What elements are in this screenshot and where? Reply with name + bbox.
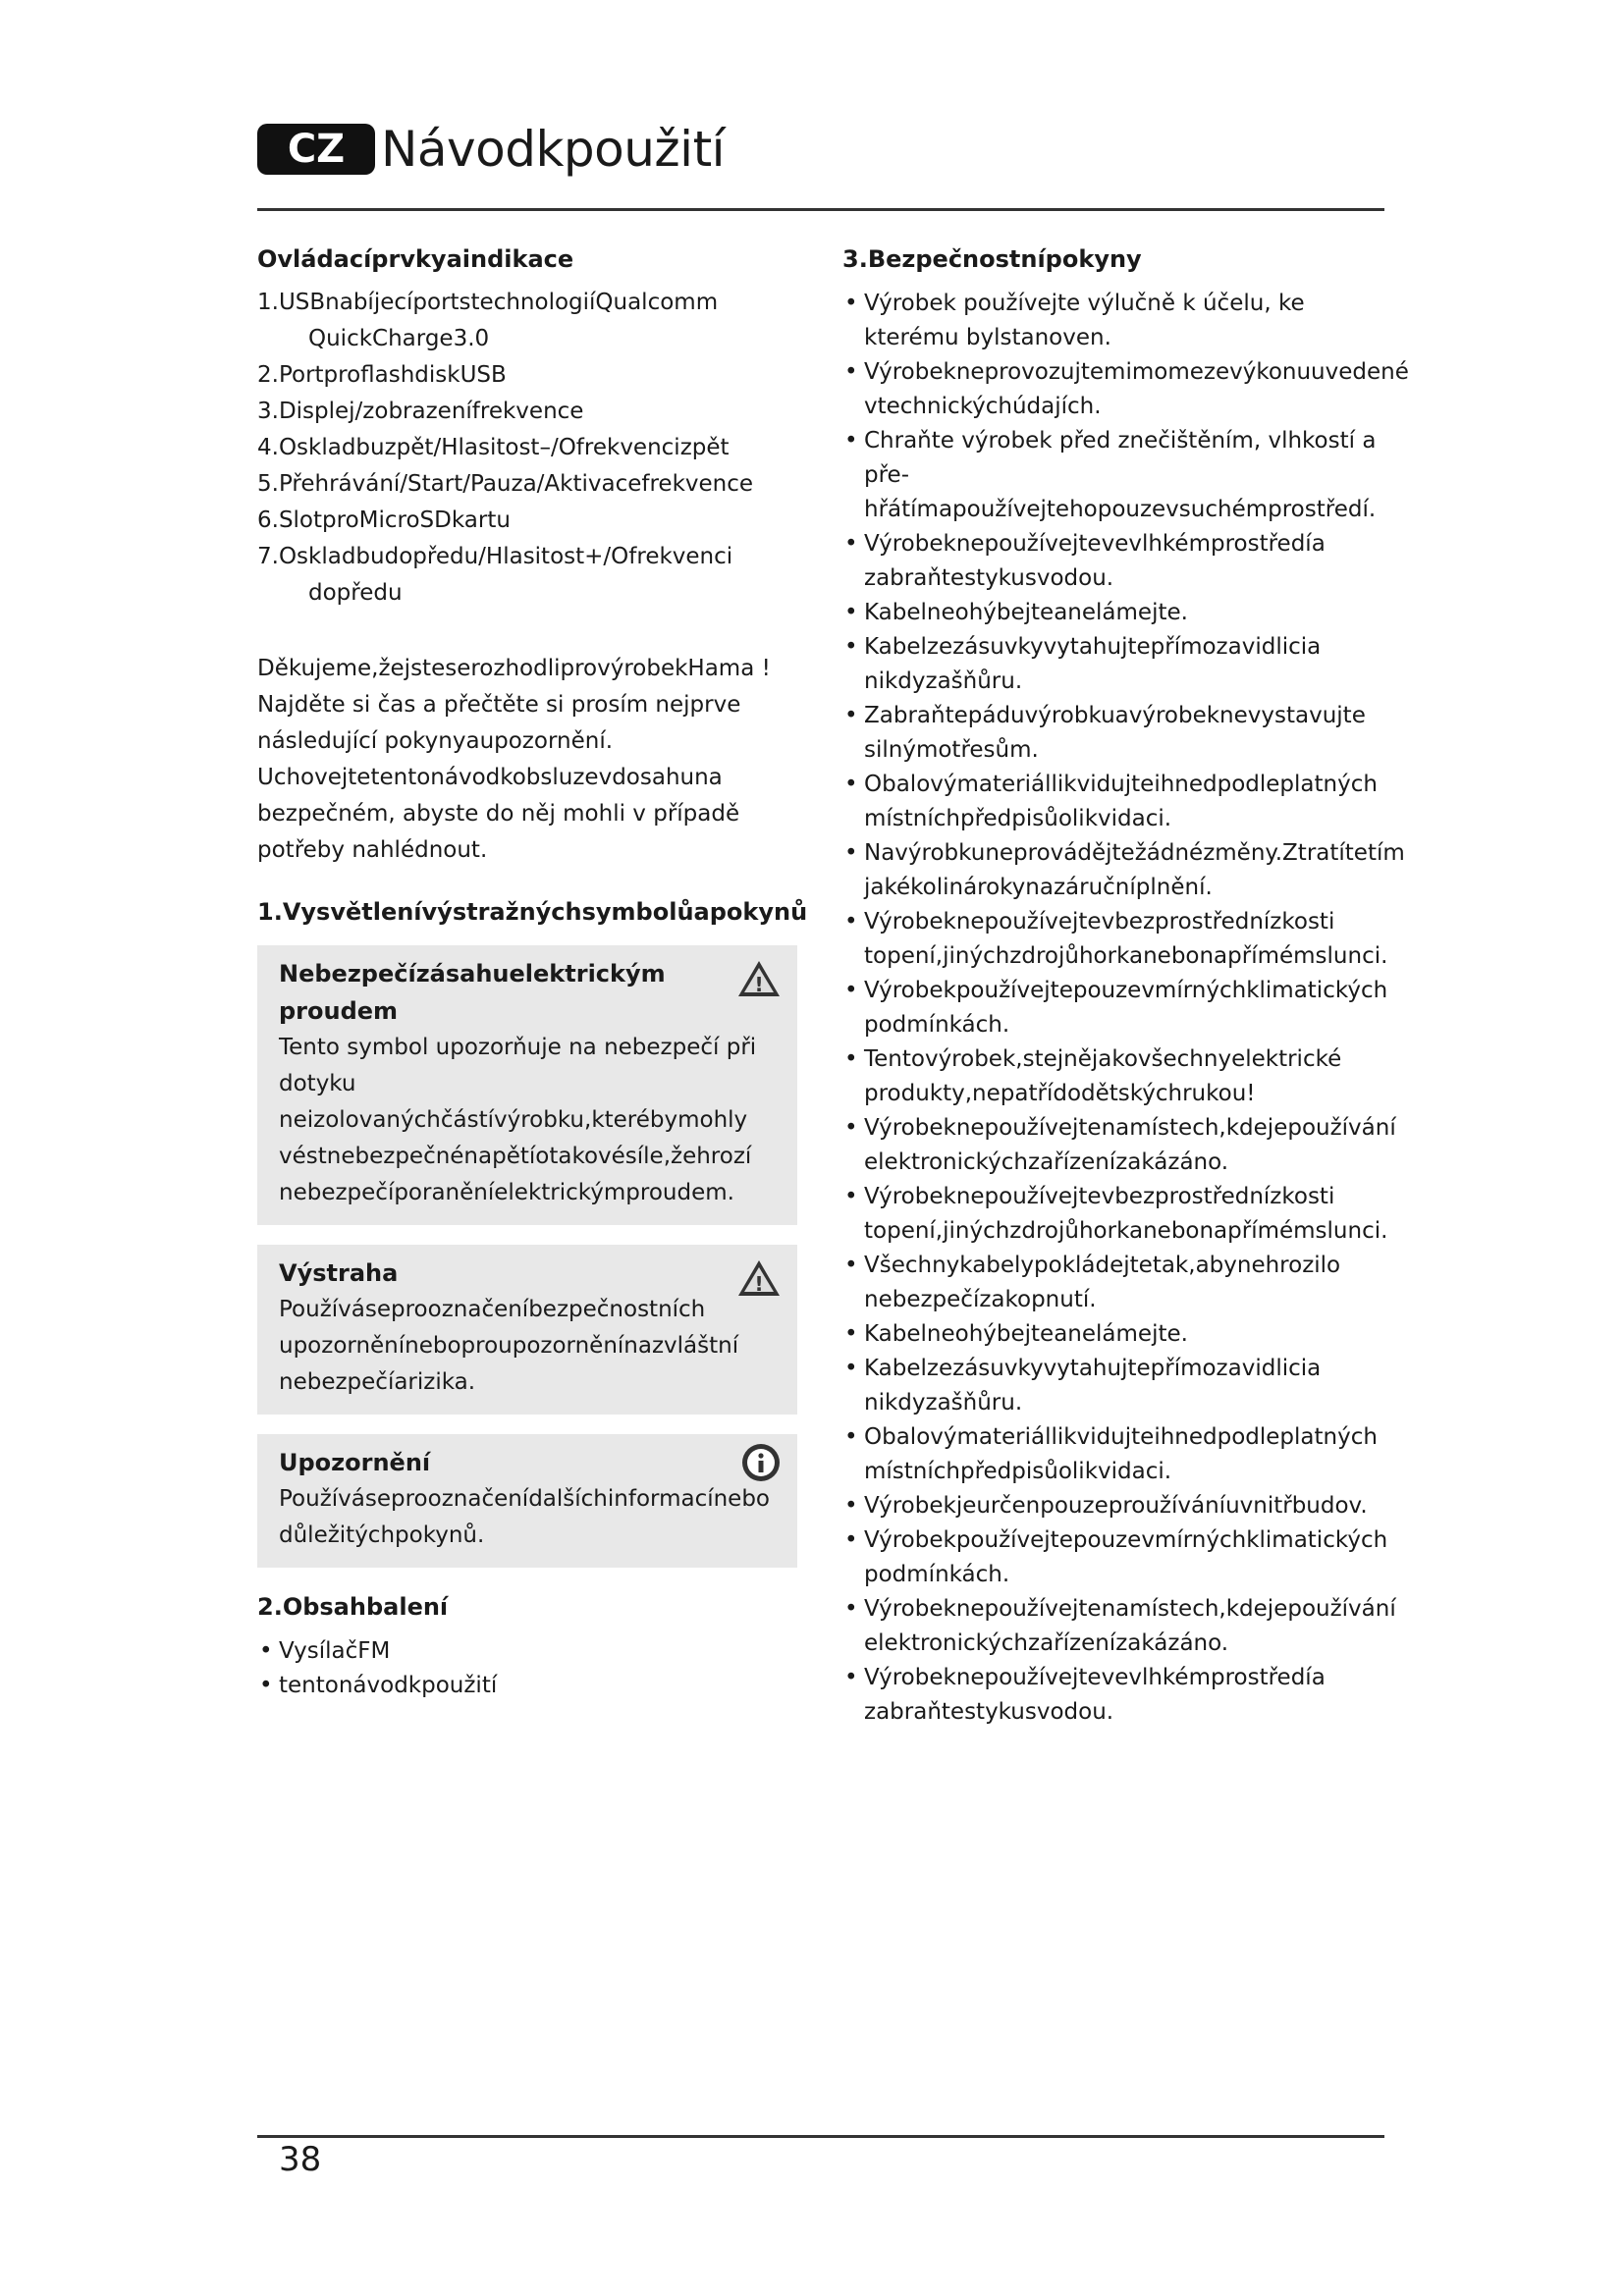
list-item: • Výrobeknepoužívejtevbezprostřednízkosti topení,jinýchzdrojůhorkanebonapřímémslunci. xyxy=(844,1184,1388,1244)
controls-heading: Ovládacíprvkyaindikace xyxy=(257,245,574,273)
list-item: • Výrobekjeurčenpouzeproužíváníuvnitřbudov. xyxy=(844,1493,1368,1519)
note-box-title: Upozornění xyxy=(279,1449,431,1476)
page-header xyxy=(257,122,725,177)
page-number: 38 xyxy=(279,2140,322,2179)
left-column xyxy=(257,245,808,1703)
section2-heading: 2.Obsahbalení xyxy=(257,1593,449,1621)
list-item: • Kabelneohýbejteanelámejte. xyxy=(844,1321,1188,1347)
list-item: • Výrobeknepoužívejtevevlhkémprostředía zabraňtestykusvodou. xyxy=(844,1665,1326,1725)
list-item: • Všechnykabelypokládejtetak,abynehrozilo nebezpečízakopnutí. xyxy=(844,1253,1341,1312)
svg-text:!: ! xyxy=(754,973,764,996)
list-item: • Výrobekpoužívejtepouzevmírnýchklimatických podmínkách. xyxy=(844,1527,1388,1587)
list-item: • Výrobekneprovozujtemimomezevýkonuuvedené vtechnickýchúdajích. xyxy=(844,359,1409,419)
warning-box xyxy=(257,1245,797,1415)
intro-paragraph: Děkujeme,žejsteserozhodliprovýrobekHama ! xyxy=(257,656,771,681)
header-rule xyxy=(257,208,1384,211)
controls-item: 6.SlotproMicroSDkartu xyxy=(257,507,511,533)
list-item: • Výrobeknepoužívejtevevlhkémprostředía zabraňtestykusvodou. xyxy=(844,531,1326,591)
warning-box-text: Používáseprooznačeníbezpečnostních upozorněníneboproupozorněnínazvláštní nebezpečíarizika. xyxy=(279,1297,739,1395)
danger-box-text: Tento symbol upozorňuje na nebezpečí při dotyku neizolovanýchčástívýrobku,kterébymohly véstnebezpečnénapětíotakovésíle,žehrozí nebezpečíporaněníelektrickýmproudem. xyxy=(279,1035,757,1205)
list-item: • Obalovýmateriállikvidujteihnedpodleplatných místníchpředpisůolikvidaci. xyxy=(844,1424,1378,1484)
safety-list xyxy=(842,287,1409,1730)
section3-heading: 3.Bezpečnostnípokyny xyxy=(842,245,1142,273)
footer-rule xyxy=(257,2135,1384,2138)
controls-item: 2.PortproflashdiskUSB xyxy=(257,362,507,388)
warning-triangle-icon xyxy=(736,959,782,1003)
list-item: • Obalovýmateriállikvidujteihnedpodleplatných místníchpředpisůolikvidaci. xyxy=(844,772,1378,831)
list-item: • Kabelzezásuvkyvytahujtepřímozavidlicia nikdyzašňůru. xyxy=(844,634,1322,694)
svg-text:!: ! xyxy=(754,1272,764,1296)
list-item: • VysílačFM xyxy=(259,1638,391,1664)
note-box xyxy=(257,1434,797,1568)
list-item: • Výrobekpoužívejtepouzevmírnýchklimatických podmínkách. xyxy=(844,978,1388,1038)
document-title: Návodkpoužití xyxy=(381,121,726,178)
list-item: • Navýrobkuneprovádějtežádnézměny.Ztratítetím jakékolinárokynazáručníplnění. xyxy=(844,840,1405,900)
contents-list xyxy=(257,1634,797,1703)
list-item: • Výrobeknepoužívejtenamístech,kdejepoužívání elektronickýchzařízenízakázáno. xyxy=(844,1115,1396,1175)
warning-box-title: Výstraha xyxy=(279,1259,399,1287)
controls-list xyxy=(257,285,797,612)
list-item: • Kabelneohýbejteanelámejte. xyxy=(844,600,1188,625)
list-item: • Tentovýrobek,stejnějakovšechnyelektrické produkty,nepatřídodětskýchrukou! xyxy=(844,1046,1342,1106)
intro-text xyxy=(257,651,797,869)
warning-triangle-icon xyxy=(736,1258,782,1303)
language-badge: CZ xyxy=(257,124,375,175)
controls-item: 4.Oskladbuzpět/Hlasitost–/Ofrekvencizpět xyxy=(257,435,730,460)
list-item: • Výrobeknepoužívejtevbezprostřednízkosti topení,jinýchzdrojůhorkanebonapřímémslunci. xyxy=(844,909,1388,969)
list-item: • Chraňte výrobek před znečištěním, vlhkostí a pře- hřátímapoužívejtehopouzevsuchémprostředí. xyxy=(844,428,1377,522)
danger-box xyxy=(257,945,797,1225)
intro-paragraph: Uchovejtetentonávodkobsluzevdosahuna bezpečném, abyste do něj mohli v případě potřeby nahlédnout. xyxy=(257,765,740,863)
controls-item: 3.Displej/zobrazenífrekvence xyxy=(257,399,584,424)
danger-box-title: Nebezpečízásahuelektrickým proudem xyxy=(279,960,666,1025)
list-item: • tentonávodkpoužití xyxy=(259,1673,498,1698)
section1-heading: 1.Vysvětlenívýstražnýchsymbolůapokynů xyxy=(257,898,808,926)
list-item: • Výrobeknepoužívejtenamístech,kdejepoužívání elektronickýchzařízenízakázáno. xyxy=(844,1596,1396,1656)
list-item: • Výrobek používejte výlučně k účelu, ke kterému bylstanoven. xyxy=(844,291,1305,350)
controls-item: 5.Přehrávání/Start/Pauza/Aktivacefrekvence xyxy=(257,471,754,497)
right-column xyxy=(842,245,1409,1730)
note-box-text: Používáseprooznačenídalšíchinformacínebo důležitýchpokynů. xyxy=(279,1486,771,1548)
list-item: • Zabraňtepáduvýrobkuavýrobeknevystavujte silnýmotřesům. xyxy=(844,703,1366,763)
intro-paragraph: Najděte si čas a přečtěte si prosím nejprve následující pokynyaupozornění. xyxy=(257,692,741,754)
controls-item: 7.Oskladbudopředu/Hlasitost+/Ofrekvenci dopředu xyxy=(257,544,733,606)
list-item: • Kabelzezásuvkyvytahujtepřímozavidlicia nikdyzašňůru. xyxy=(844,1356,1322,1415)
controls-item: 1.USBnabíjecíportstechnologiíQualcomm QuickCharge3.0 xyxy=(257,290,719,351)
info-circle-icon xyxy=(740,1442,782,1488)
